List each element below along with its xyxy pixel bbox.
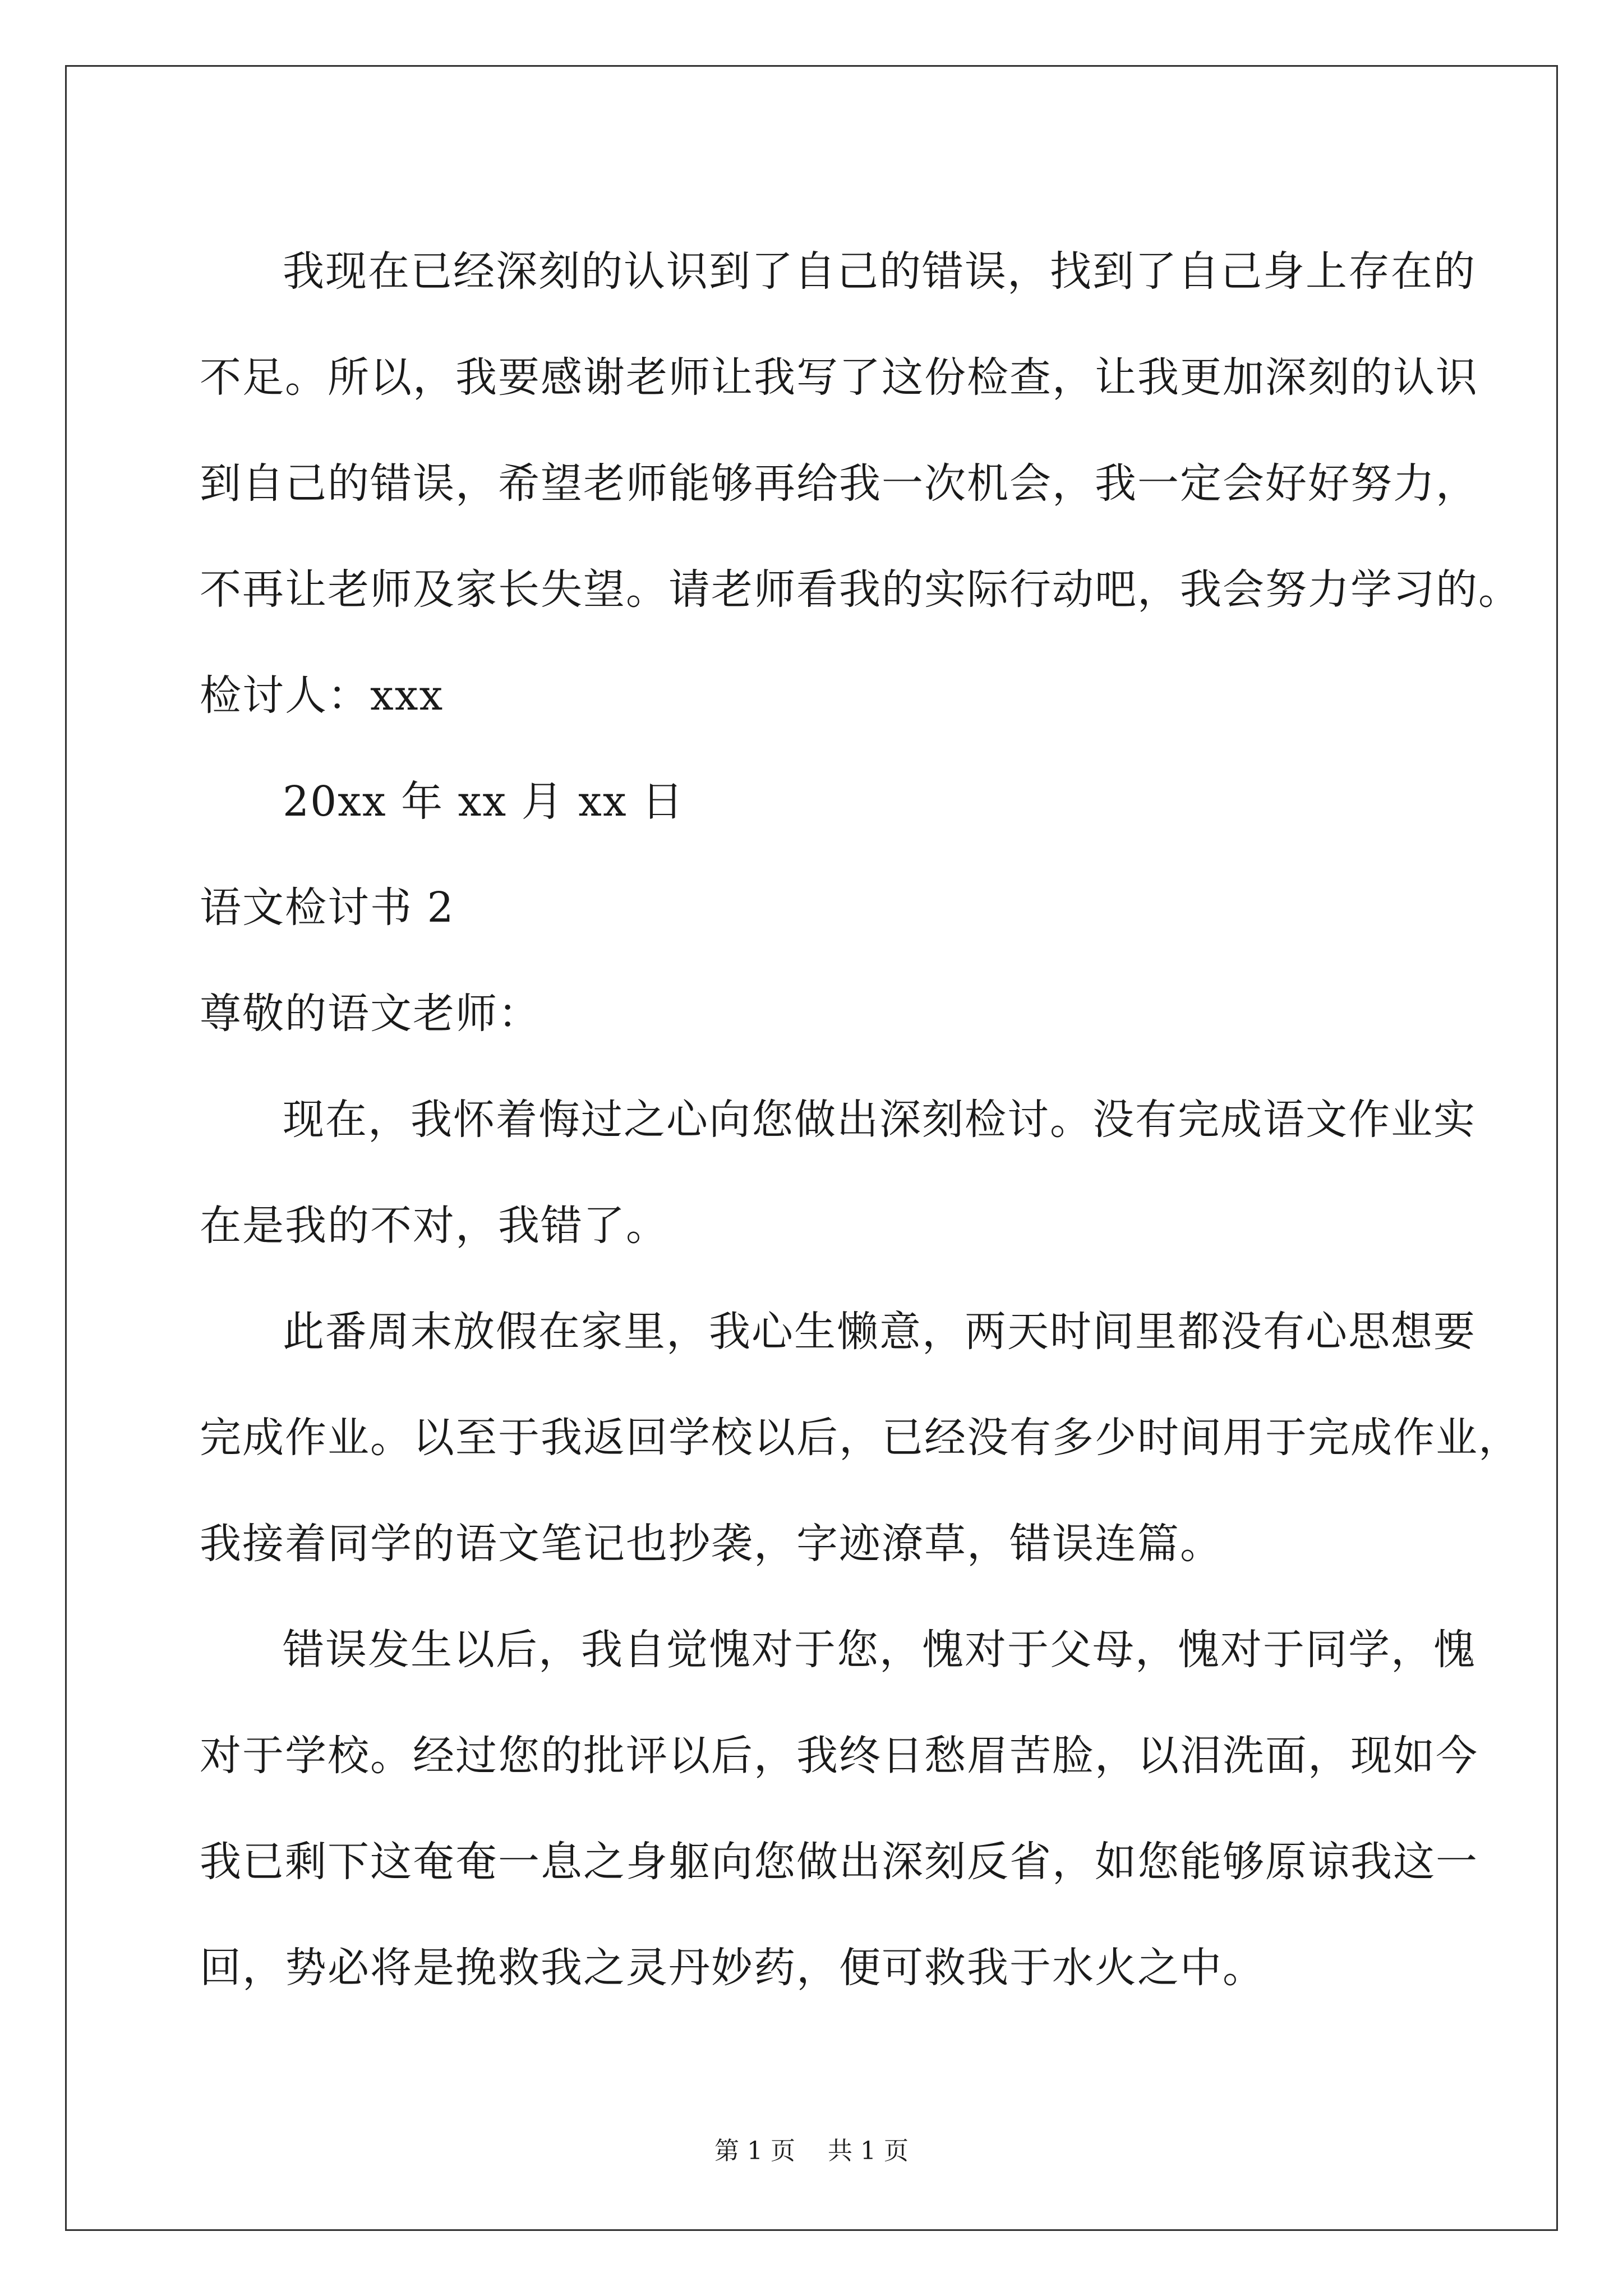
paragraph-line: 错误发生以后，我自觉愧对于您，愧对于父母，愧对于同学，愧: [283, 1626, 1476, 1674]
date-line: 20xx 年 xx 月 xx 日: [283, 777, 685, 826]
paragraph-line: 我已剩下这奄奄一息之身躯向您做出深刻反省，如您能够原谅我这一: [200, 1838, 1478, 1886]
paragraph-line: 此番周末放假在家里，我心生懒意，两天时间里都没有心思想要: [283, 1308, 1476, 1356]
paragraph-line: 在是我的不对，我错了。: [200, 1202, 668, 1250]
page-total: 共 1 页: [828, 2137, 909, 2165]
paragraph-line: 我接着同学的语文笔记也抄袭，字迹潦草，错误连篇。: [200, 1520, 1223, 1568]
section-title: 语文检讨书 2: [200, 884, 455, 932]
paragraph-line: 到自己的错误，希望老师能够再给我一次机会，我一定会好好努力，: [200, 459, 1478, 508]
paragraph-line: 回，势必将是挽救我之灵丹妙药，便可救我于水火之中。: [200, 1944, 1265, 1992]
paragraph-line: 不足。所以，我要感谢老师让我写了这份检查，让我更加深刻的认识: [200, 353, 1478, 402]
paragraph-line: 不再让老师及家长失望。请老师看我的实际行动吧，我会努力学习的。: [200, 565, 1521, 614]
paragraph-line: 对于学校。经过您的批评以后，我终日愁眉苦脸，以泪洗面，现如今: [200, 1732, 1478, 1780]
page-footer: [0, 2134, 1623, 2168]
document-body: [200, 219, 1521, 2021]
paragraph-line: 现在，我怀着悔过之心向您做出深刻检讨。没有完成语文作业实: [283, 1096, 1476, 1144]
paragraph-line: 我现在已经深刻的认识到了自己的错误，找到了自己身上存在的: [283, 247, 1476, 296]
salutation: 尊敬的语文老师：: [200, 990, 541, 1038]
page-number: 第 1 页: [714, 2137, 795, 2165]
signature-line: 检讨人：xxx: [200, 671, 444, 720]
paragraph-line: 完成作业。以至于我返回学校以后，已经没有多少时间用于完成作业，: [200, 1414, 1521, 1462]
